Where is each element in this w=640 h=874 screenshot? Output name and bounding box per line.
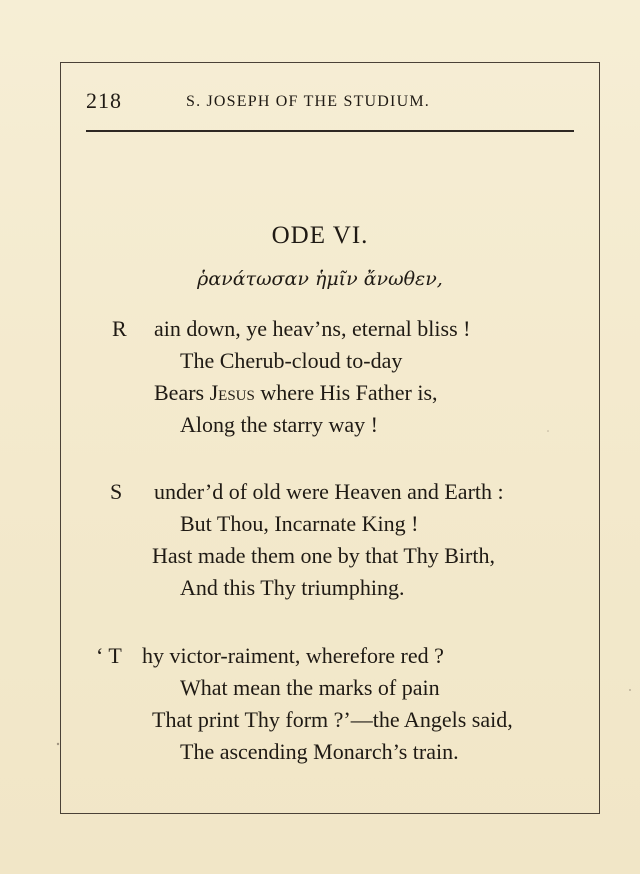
header-rule <box>86 130 574 132</box>
verse-line: The Cherub-cloud to-day <box>180 348 403 373</box>
verse-line: under’d of old were Heaven and Earth : <box>154 479 504 504</box>
verse-line <box>154 378 438 408</box>
verse-line: ain down, ye heav’ns, eternal bliss ! <box>154 316 471 341</box>
stanza-initial: ‘ T <box>96 643 122 668</box>
verse-text: where His Father is, <box>254 380 438 405</box>
verse-line: Hast made them one by that Thy Birth, <box>152 543 495 568</box>
verse-line: The ascending Monarch’s train. <box>180 739 459 764</box>
verse-line: What mean the marks of pain <box>180 675 440 700</box>
verse-smallcaps: Jesus <box>209 380 255 405</box>
verse-text: Bears <box>154 380 210 405</box>
stanza-initial: S <box>110 479 123 504</box>
verse-line: That print Thy form ?’—the Angels said, <box>152 707 513 732</box>
verse-line: But Thou, Incarnate King ! <box>180 511 419 536</box>
page-number: 218 <box>86 88 122 113</box>
verse-line: And this Thy triumphing. <box>180 575 405 600</box>
ode-title: ODE VI. <box>271 222 369 249</box>
page-header <box>86 88 572 122</box>
stanza-initial: R <box>112 316 127 341</box>
verse-line: hy victor-raiment, wherefore red ? <box>142 643 444 668</box>
verse-line: Along the starry way ! <box>180 412 378 437</box>
greek-incipit: ῥανάτωσαν ἡμῖν ἄνωθεν, <box>197 268 443 290</box>
running-head: S. JOSEPH OF THE STUDIUM. <box>186 93 430 110</box>
